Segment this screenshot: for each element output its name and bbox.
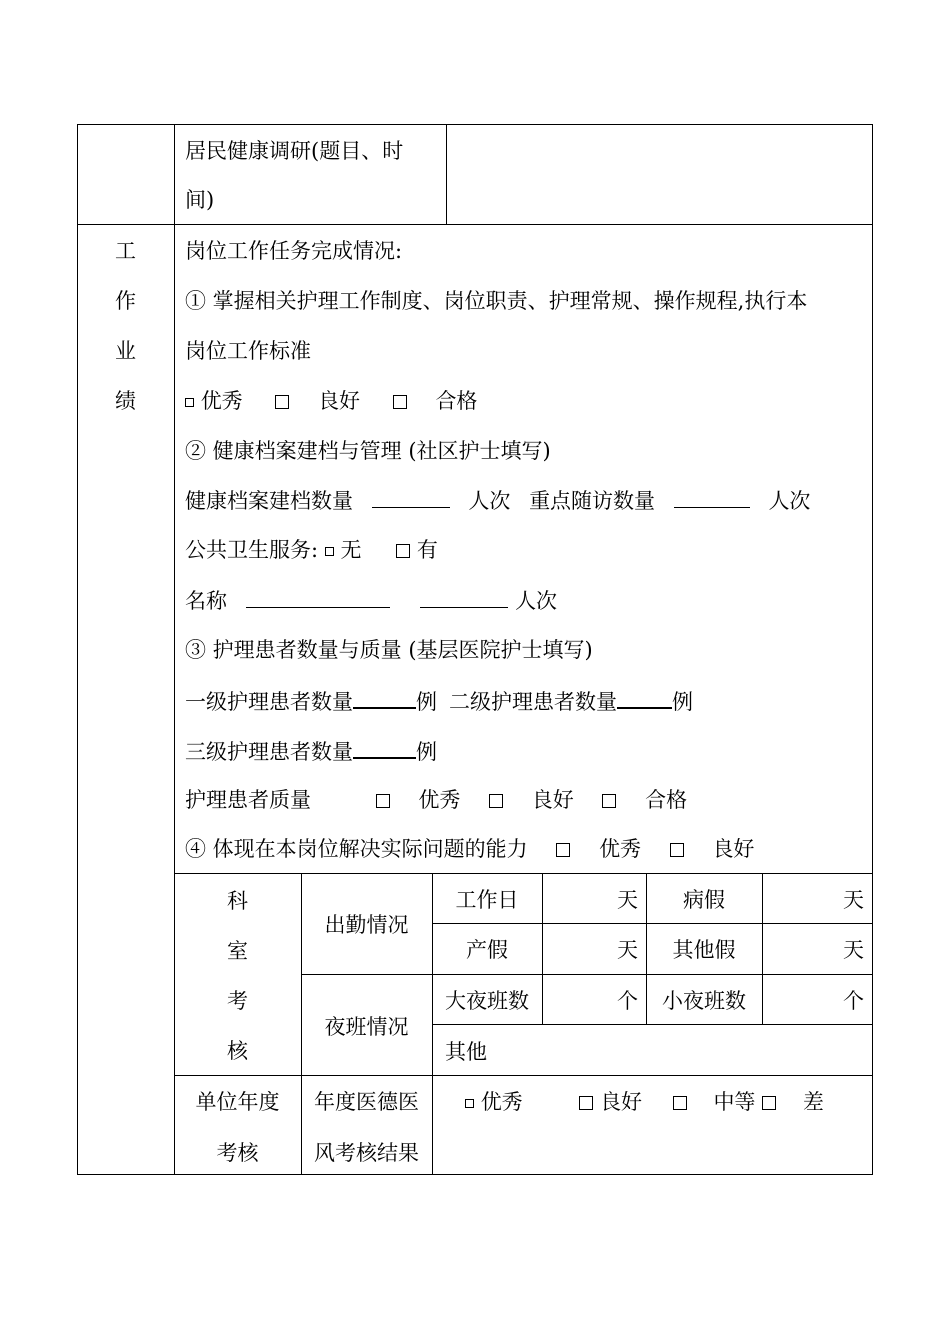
dept-side-char-4: 核 [227,1039,248,1063]
night-row-divider [432,1024,873,1025]
big-night-label: 大夜班数 [445,989,529,1013]
sick-leave-unit: 天 [843,888,864,912]
annual-option-medium: 中等 [713,1090,756,1114]
item2-followup-field[interactable] [674,487,750,508]
sick-leave-label: 病假 [683,888,725,912]
dept-side-char-3: 考 [227,989,248,1013]
item1-option-excellent: 优秀 [200,389,243,413]
item2-followup-unit: 人次 [768,489,811,513]
annual-checkbox-good[interactable] [579,1096,593,1110]
item4-title: ④ 体现在本岗位解决实际问题的能力 [185,837,528,861]
item3-title: ③ 护理患者数量与质量 (基层医院护士填写) [185,638,593,662]
small-night-unit: 个 [843,989,864,1013]
maternity-leave-unit: 天 [617,938,638,962]
research-row-bottom-border [77,224,873,225]
level3-field[interactable] [353,737,416,759]
item2-count-line [185,487,810,515]
research-label-line2: 间) [185,188,215,212]
item1-option-pass: 合格 [435,389,478,413]
annual-review-options [465,1088,824,1116]
public-service-checkbox-yes[interactable] [396,544,410,558]
item2-title: ② 健康档案建档与管理 (社区护士填写) [185,439,551,463]
name-unit: 人次 [515,589,558,613]
name-label: 名称 [185,589,227,613]
item1-checkbox-good[interactable] [275,395,289,409]
public-service-label: 公共卫生服务: [185,538,319,562]
public-service-checkbox-none[interactable] [325,547,334,556]
quality-option-pass: 合格 [645,788,688,812]
table-top-border [77,124,873,125]
item1-checkbox-excellent[interactable] [185,398,194,407]
maternity-leave-label: 产假 [466,938,508,962]
quality-option-excellent: 优秀 [418,788,461,812]
item1-option-good: 良好 [318,389,361,413]
quality-line [185,786,687,814]
attendance-label: 出勤情况 [324,913,409,937]
research-value-divider [446,124,447,224]
quality-checkbox-excellent[interactable] [376,794,390,808]
first-column-divider [174,124,175,1175]
item2-count-field[interactable] [372,487,450,508]
item1-text-line1: ① 掌握相关护理工作制度、岗位职责、护理常规、操作规程,执行本 [185,289,808,313]
workday-label: 工作日 [455,888,519,912]
level1-label: 一级护理患者数量 [185,690,353,714]
work-side-char-4: 绩 [115,389,136,413]
public-service-option-yes: 有 [416,538,438,562]
small-night-label: 小夜班数 [662,989,746,1013]
annual-option-poor: 差 [802,1090,824,1114]
level-3-line [185,737,437,766]
item1-text-line2: 岗位工作标准 [185,339,311,363]
research-label-line1: 居民健康调研(题目、时 [185,139,404,163]
annual-checkbox-excellent[interactable] [465,1099,474,1108]
attendance-night-divider [301,974,873,975]
item1-options [185,387,477,415]
annual-option-excellent: 优秀 [480,1090,523,1114]
annual-option-good: 良好 [600,1090,643,1114]
item4-line [185,835,754,863]
name-line [185,587,557,615]
item4-checkbox-excellent[interactable] [556,843,570,857]
work-side-char-3: 业 [115,339,136,363]
item2-count-label: 健康档案建档数量 [185,489,353,513]
public-service-line [185,536,438,564]
ethics-result-label-line1: 年度医德医 [314,1090,419,1114]
annual-review-label-line2: 考核 [216,1141,259,1165]
ethics-result-label-line2: 风考核结果 [314,1141,419,1165]
night-shift-label: 夜班情况 [324,1015,409,1039]
table-right-border [872,124,873,1175]
level3-unit: 例 [416,740,437,764]
category-divider [432,873,433,1175]
other-leave-unit: 天 [843,938,864,962]
level-1-2-line [185,687,693,716]
workday-unit: 天 [617,888,638,912]
item1-checkbox-pass[interactable] [393,395,407,409]
name-count-field[interactable] [420,587,508,608]
level1-unit: 例 [416,690,437,714]
quality-option-good: 良好 [531,788,574,812]
work-section-bottom-border [174,873,873,874]
level1-field[interactable] [353,687,416,709]
item4-option-excellent: 优秀 [599,837,642,861]
quality-checkbox-good[interactable] [489,794,503,808]
level2-unit: 例 [672,690,693,714]
item2-count-unit: 人次 [468,489,511,513]
item4-option-good: 良好 [712,837,755,861]
task-title: 岗位工作任务完成情况: [185,239,403,263]
table-bottom-border [77,1174,873,1175]
quality-checkbox-pass[interactable] [602,794,616,808]
big-night-unit: 个 [617,989,638,1013]
work-side-char-2: 作 [115,289,136,313]
item4-checkbox-good[interactable] [670,843,684,857]
level2-label: 二级护理患者数量 [449,690,617,714]
level3-label: 三级护理患者数量 [185,740,353,764]
dept-side-char-1: 科 [227,889,248,913]
public-service-option-none: 无 [340,538,362,562]
dept-review-bottom-border [174,1075,873,1076]
work-side-char-1: 工 [115,239,136,263]
quality-label: 护理患者质量 [185,788,311,812]
table-left-border [77,124,78,1175]
annual-review-label-line1: 单位年度 [195,1090,280,1114]
level2-field[interactable] [617,687,672,709]
name-field[interactable] [246,587,390,608]
night-other-label: 其他 [445,1040,487,1064]
dept-side-char-2: 室 [227,939,248,963]
attendance-row-divider [432,923,873,924]
item2-followup-label: 重点随访数量 [529,489,656,513]
annual-checkbox-medium[interactable] [673,1096,687,1110]
other-leave-label: 其他假 [672,938,736,962]
annual-checkbox-poor[interactable] [762,1096,776,1110]
